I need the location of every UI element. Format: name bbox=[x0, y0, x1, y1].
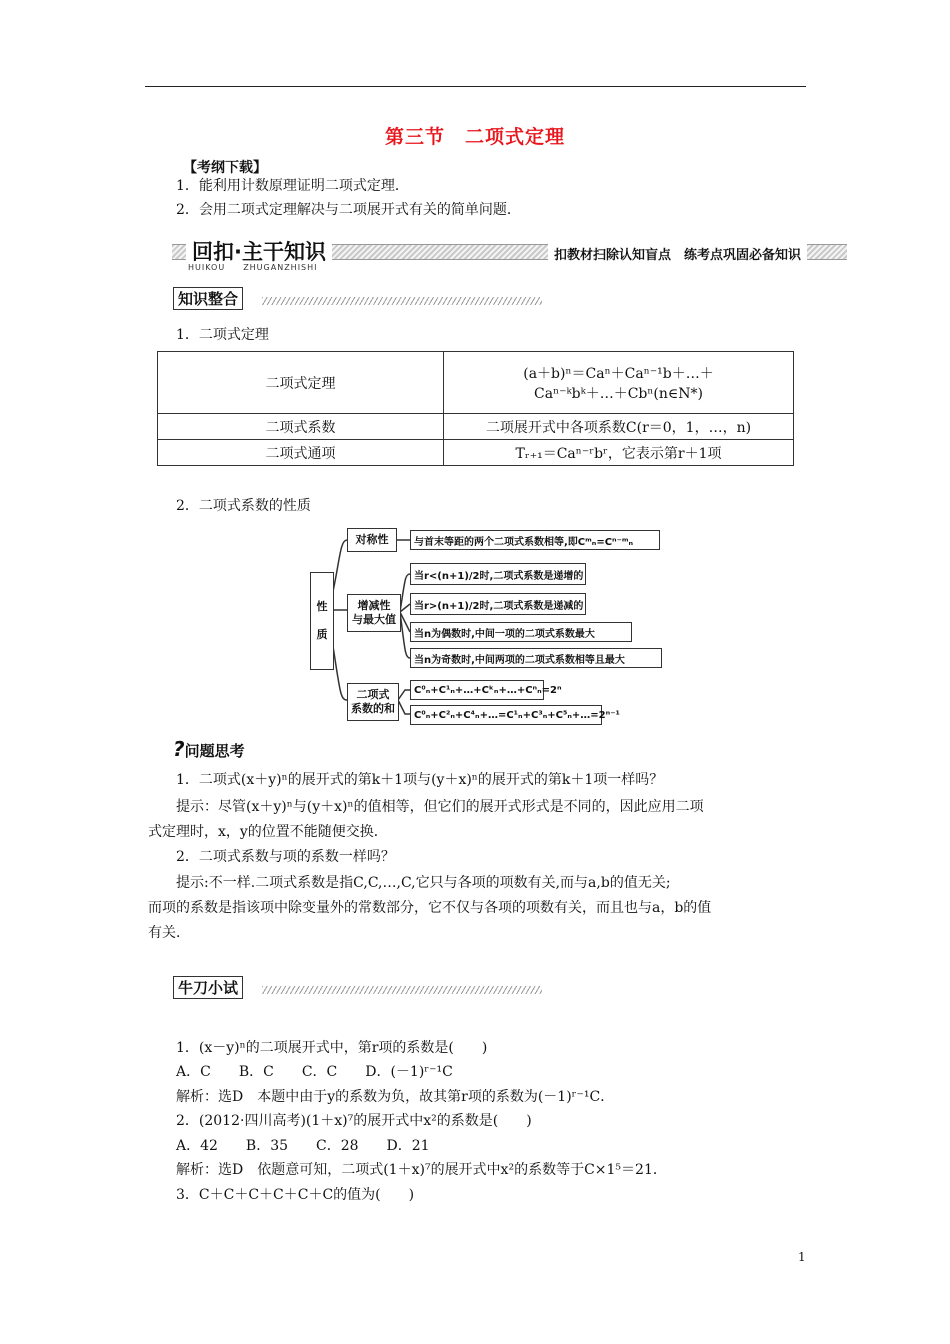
question-tag-label: 问题思考 bbox=[184, 742, 245, 760]
diagram-branch-monotonic: 增减性 与最大值 bbox=[347, 594, 401, 632]
item-binomial-theorem: 1．二项式定理 bbox=[176, 327, 269, 343]
page-title: 第三节 二项式定理 bbox=[384, 126, 565, 148]
think-line: 提示：尽管(x＋y)ⁿ与(y＋x)ⁿ的值相等，但它们的展开式形式是不同的，因此应用二项 bbox=[176, 799, 704, 815]
banner-subtitle: HUIKOU ZHUGANZHISHI bbox=[188, 263, 318, 272]
test-line: A．C B．C C．C D．(－1)ʳ⁻¹C bbox=[176, 1064, 453, 1080]
table-cell-name: 二项式系数 bbox=[158, 414, 444, 440]
formula-line: (a＋b)ⁿ＝Caⁿ＋Caⁿ⁻¹b＋…＋ bbox=[523, 365, 714, 382]
knowledge-tag: 知识整合 bbox=[173, 287, 243, 310]
diagram-leaf: 当r>(n+1)/2时,二项式系数是递减的 bbox=[410, 593, 586, 615]
outline-item: 1．能利用计数原理证明二项式定理． bbox=[176, 178, 409, 194]
diagram-branch-sum: 二项式 系数的和 bbox=[347, 683, 399, 721]
test-line: 解析：选D 本题中由于y的系数为负，故其第r项的系数为(－1)ʳ⁻¹C． bbox=[176, 1089, 615, 1105]
think-line: 式定理时，x，y的位置不能随便交换． bbox=[148, 824, 388, 840]
table-cell-value: Tᵣ₊₁＝Caⁿ⁻ʳbʳ，它表示第r＋1项 bbox=[444, 440, 794, 466]
diagram-root: 性 质 bbox=[310, 572, 334, 670]
think-line: 有关． bbox=[148, 925, 190, 941]
item-coefficient-properties: 2．二项式系数的性质 bbox=[176, 498, 311, 514]
test-line: 1．(x－y)ⁿ的二项展开式中，第r项的系数是( ) bbox=[176, 1040, 488, 1056]
practice-tag: 牛刀小试 bbox=[173, 976, 243, 999]
think-line: 提示:不一样.二项式系数是指C,C,…,C,它只与各项的项数有关,而与a,b的值无关; bbox=[176, 875, 671, 891]
page-number: 1 bbox=[798, 1250, 806, 1264]
table-cell-name: 二项式定理 bbox=[158, 352, 444, 414]
diagram-leaf: 当r<(n+1)/2时,二项式系数是递增的 bbox=[410, 563, 586, 585]
test-line: A．42 B．35 C．28 D．21 bbox=[176, 1138, 430, 1154]
question-mark-icon: ? bbox=[173, 737, 185, 761]
think-line: 而项的系数是指该项中除变量外的常数部分，它不仅与各项的项数有关，而且也与a，b的值 bbox=[148, 900, 712, 916]
test-line: 3．C＋C＋C＋C＋C＋C的值为( ) bbox=[176, 1187, 415, 1203]
outline-item: 2．会用二项式定理解决与二项展开式有关的简单问题． bbox=[176, 202, 521, 218]
banner-slogan: 扣教材扫除认知盲点 练考点巩固必备知识 bbox=[548, 244, 807, 263]
think-line: 1．二项式(x＋y)ⁿ的展开式的第k＋1项与(y＋x)ⁿ的展开式的第k＋1项一样吗？ bbox=[176, 772, 664, 788]
hatch-divider bbox=[262, 986, 542, 994]
formula-line: Caⁿ⁻ᵏbᵏ＋…＋Cbⁿ(n∈N*) bbox=[534, 385, 703, 402]
outline-heading: 【考纲下载】 bbox=[183, 160, 267, 176]
diagram-leaf: 当n为偶数时,中间一项的二项式系数最大 bbox=[410, 622, 632, 642]
test-line: 解析：选D 依题意可知，二项式(1＋x)⁷的展开式中x²的系数等于C×1⁵＝21． bbox=[176, 1162, 667, 1178]
think-line: 2．二项式系数与项的系数一样吗？ bbox=[176, 849, 395, 865]
diagram-leaf: C⁰ₙ+C¹ₙ+…+Cᵏₙ+…+Cⁿₙ=2ⁿ bbox=[410, 680, 544, 700]
diagram-branch-symmetry: 对称性 bbox=[347, 528, 397, 552]
test-line: 2．(2012·四川高考)(1＋x)⁷的展开式中x²的系数是( ) bbox=[176, 1113, 532, 1129]
diagram-leaf: C⁰ₙ+C²ₙ+C⁴ₙ+…=C¹ₙ+C³ₙ+C⁵ₙ+…=2ⁿ⁻¹ bbox=[410, 705, 602, 725]
table-cell-value: 二项展开式中各项系数C(r＝0，1，…，n) bbox=[444, 414, 794, 440]
diagram-leaf: 当n为奇数时,中间两项的二项式系数相等且最大 bbox=[410, 648, 662, 668]
question-tag bbox=[173, 737, 245, 761]
table-cell-name: 二项式通项 bbox=[158, 440, 444, 466]
diagram-leaf: 与首末等距的两个二项式系数相等,即Cᵐₙ=Cⁿ⁻ᵐₙ bbox=[410, 530, 660, 550]
banner-title: 回扣·主干知识 bbox=[186, 236, 332, 266]
